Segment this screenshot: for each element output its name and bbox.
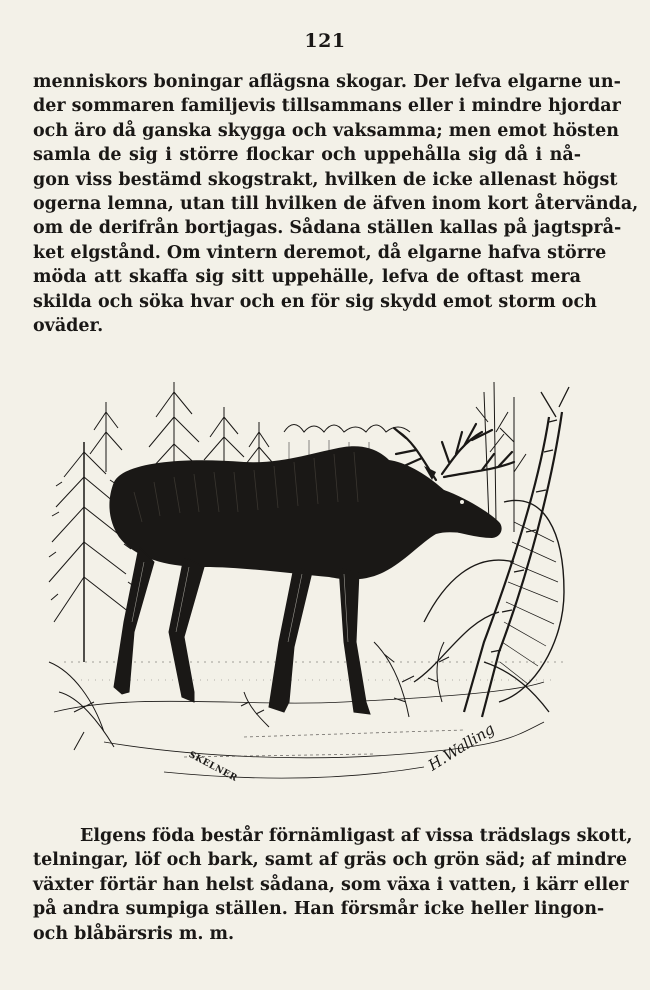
text-line: på andra sumpiga ställen. Han försmår icke heller lingon- (33, 899, 605, 920)
text-line: der sommaren familjevis tillsammans eller i mindre hjordar (33, 96, 621, 117)
page-number: 121 (304, 30, 346, 52)
text-line: skilda och söka hvar och en för sig skydd emot storm och (33, 291, 597, 312)
text-line: menniskors boningar aflägsna skogar. Der lefva elgarne un- (33, 72, 621, 92)
text-line: växter förtär han helst sådana, som växa i vatten, i kärr eller (33, 874, 629, 895)
paragraph-2 (33, 824, 633, 946)
paragraph-1 (33, 70, 639, 338)
boulder (499, 500, 564, 702)
text-line: och blåbärsris m. m. (33, 923, 235, 944)
moose-figure (109, 424, 514, 714)
text-line: telningar, löf och bark, samt af gräs och grön säd; af mindre (33, 850, 627, 871)
text-line: samla de sig i större flockar och uppehålla sig då i nå- (33, 145, 581, 166)
foreground-branches (49, 642, 449, 750)
moose-illustration (44, 362, 574, 792)
artist-signature: H.Walling (424, 719, 498, 775)
text-line: oväder. (33, 315, 104, 336)
text-line: gon viss bestämd skogstrakt, hvilken de icke allenast högst (33, 169, 618, 190)
text-line: ket elgstånd. Om vintern deremot, då elgarne hafva större (33, 242, 607, 263)
text-line: Elgens föda består förnämligast af vissa trädslags skott, (80, 826, 633, 846)
text-line: ogerna lemna, utan till hvilken de äfven inom kort återvända, (33, 193, 639, 214)
engraver-signature: SKELNER (186, 750, 239, 784)
text-line: och äro då ganska skygga och vaksamma; men emot hösten (33, 120, 619, 141)
text-line: om de derifrån bortjagas. Sådana ställen kallas på jagtsprå- (33, 218, 622, 239)
text-line: möda att skaffa sig sitt uppehälle, lefva de oftast mera (33, 267, 581, 288)
